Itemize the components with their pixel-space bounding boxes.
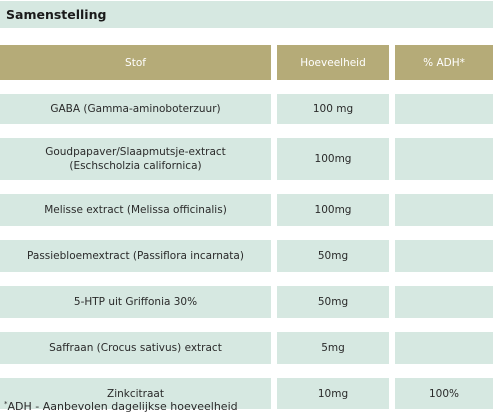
cell-stof-line1: Goudpapaver/Slaapmutsje-extract	[45, 146, 226, 158]
header-adh: % ADH*	[395, 45, 493, 80]
cell-stof: Melisse extract (Melissa officinalis)	[0, 194, 271, 226]
footnote-marker: *	[4, 400, 8, 408]
table-row	[0, 286, 493, 318]
cell-hoeveelheid: 100mg	[277, 138, 389, 180]
cell-stof: 5-HTP uit Griffonia 30%	[0, 286, 271, 318]
cell-adh	[395, 194, 493, 226]
cell-stof: Passiebloemextract (Passiflora incarnata)	[0, 240, 271, 272]
footnote	[4, 400, 238, 414]
cell-stof: Zinkcitraat	[0, 378, 271, 409]
footnote-text: ADH - Aanbevolen dagelijkse hoeveelheid	[7, 400, 238, 413]
table-row	[0, 194, 493, 226]
cell-stof-line2: (Eschscholzia californica)	[69, 160, 202, 172]
cell-hoeveelheid: 100 mg	[277, 94, 389, 124]
section-title: Samenstelling	[0, 1, 493, 28]
cell-hoeveelheid: 50mg	[277, 240, 389, 272]
cell-hoeveelheid: 50mg	[277, 286, 389, 318]
cell-adh	[395, 332, 493, 364]
cell-adh	[395, 286, 493, 318]
cell-adh: 100%	[395, 378, 493, 409]
cell-hoeveelheid: 10mg	[277, 378, 389, 409]
cell-adh	[395, 138, 493, 180]
table-header-row	[0, 45, 493, 80]
header-stof: Stof	[0, 45, 271, 80]
composition-table	[0, 45, 493, 417]
cell-stof: GABA (Gamma-aminoboterzuur)	[0, 94, 271, 124]
cell-stof: Saffraan (Crocus sativus) extract	[0, 332, 271, 364]
table-row	[0, 94, 493, 124]
cell-hoeveelheid: 100mg	[277, 194, 389, 226]
header-hoeveelheid: Hoeveelheid	[277, 45, 389, 80]
table-row	[0, 138, 493, 180]
table-row	[0, 332, 493, 364]
cell-adh	[395, 240, 493, 272]
table-row	[0, 240, 493, 272]
cell-hoeveelheid: 5mg	[277, 332, 389, 364]
cell-stof	[0, 138, 271, 180]
cell-adh	[395, 94, 493, 124]
